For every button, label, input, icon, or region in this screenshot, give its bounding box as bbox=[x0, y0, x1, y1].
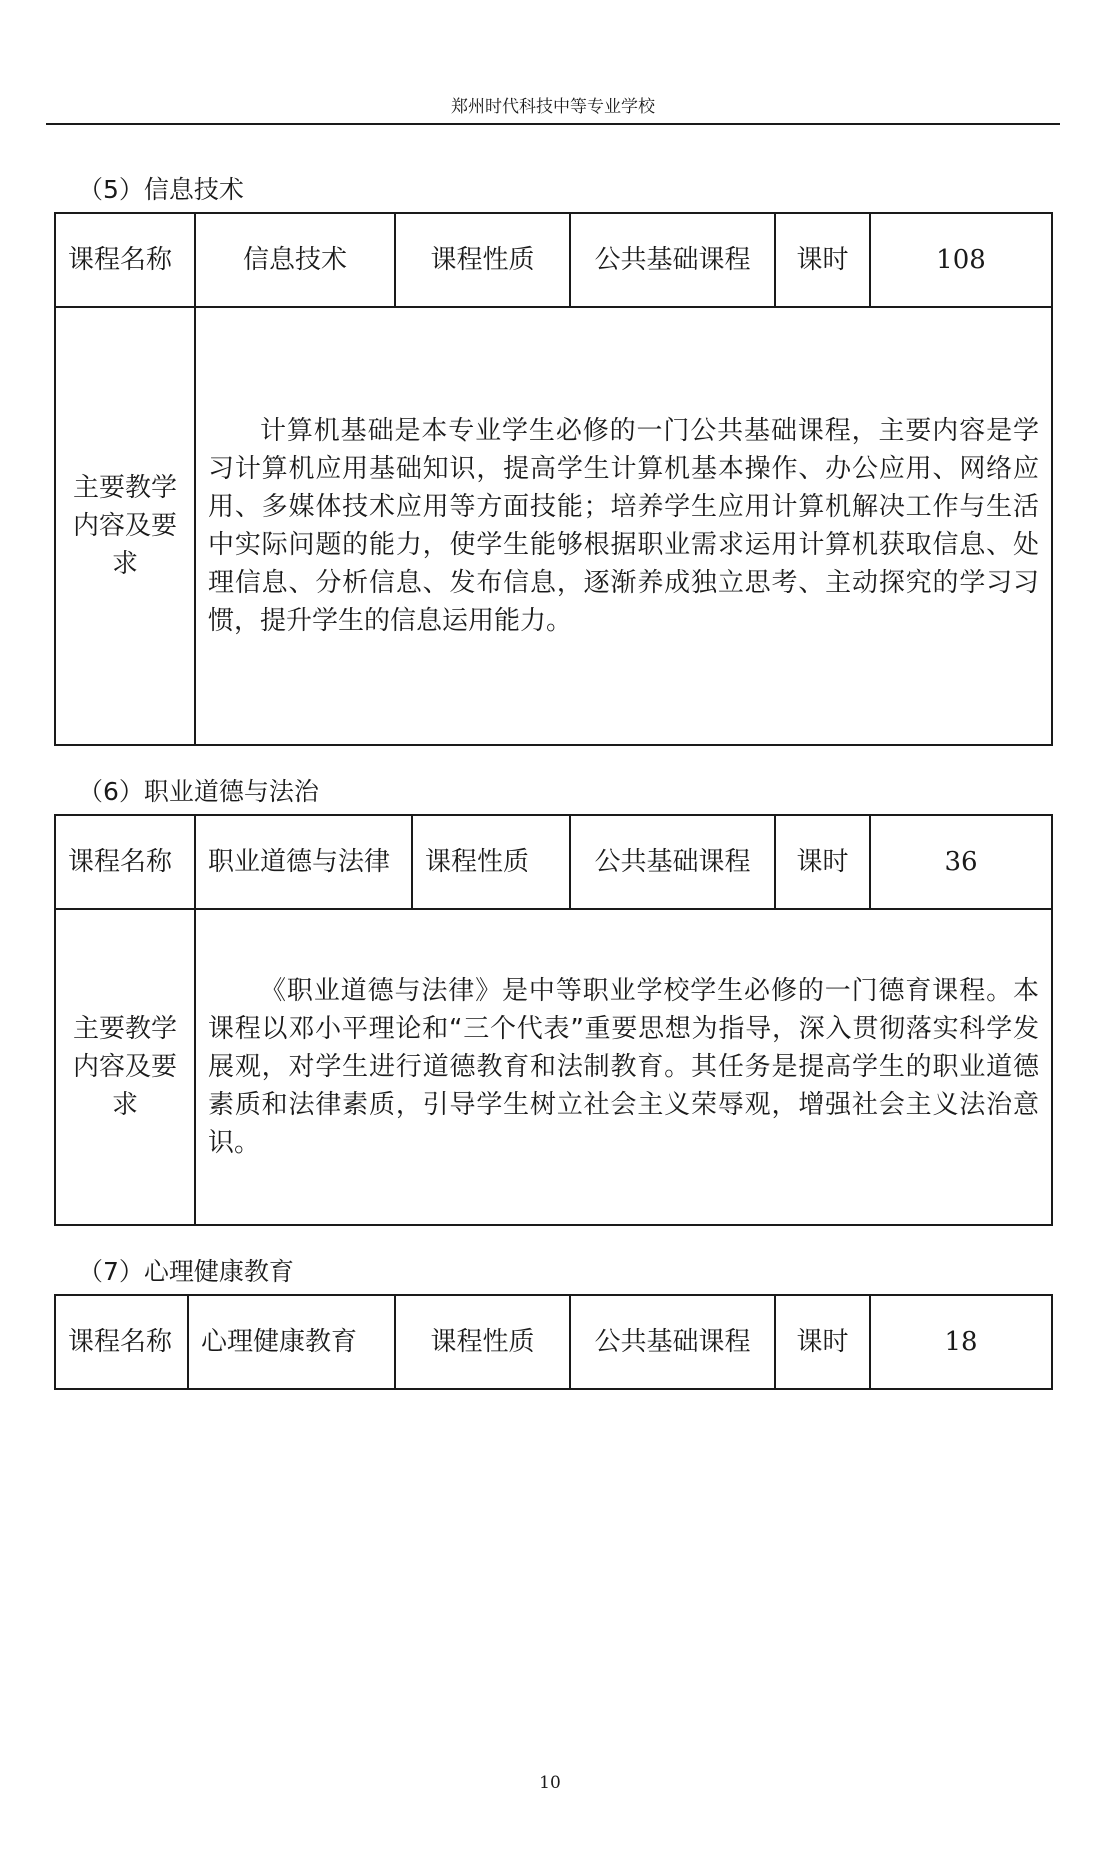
course-name-label: 课程名称 bbox=[55, 213, 195, 307]
course-table-info-tech bbox=[54, 212, 1053, 746]
section-title-mental-health: （7）心理健康教育 bbox=[78, 1257, 294, 1286]
course-nature-value: 公共基础课程 bbox=[570, 815, 775, 909]
course-hours-label: 课时 bbox=[775, 815, 870, 909]
course-hours-value: 36 bbox=[870, 815, 1052, 909]
header-divider bbox=[46, 123, 1060, 125]
course-name-value: 心理健康教育 bbox=[188, 1295, 395, 1389]
course-name-label: 课程名称 bbox=[55, 1295, 188, 1389]
course-name-label: 课程名称 bbox=[55, 815, 195, 909]
course-nature-value: 公共基础课程 bbox=[570, 1295, 775, 1389]
course-nature-value: 公共基础课程 bbox=[570, 213, 775, 307]
course-table-mental-health bbox=[54, 1294, 1053, 1390]
course-nature-label: 课程性质 bbox=[395, 213, 570, 307]
page-number: 10 bbox=[539, 1773, 561, 1793]
course-name-value: 职业道德与法律 bbox=[195, 815, 412, 909]
content-label: 主要教学内容及要求 bbox=[55, 307, 195, 745]
content-text: 计算机基础是本专业学生必修的一门公共基础课程，主要内容是学习计算机应用基础知识，提高学生计算机基本操作、办公应用、网络应用、多媒体技术应用等方面技能；培养学生应用计算机解决工作与生活中实际问题的能力，使学生能够根据职业需求运用计算机获取信息、处理信息、分析信息、发布信息，逐渐养成独立思考、主动探究的学习习惯，提升学生的信息运用能力。 bbox=[195, 307, 1052, 745]
content-text: 《职业道德与法律》是中等职业学校学生必修的一门德育课程。本课程以邓小平理论和“三个代表”重要思想为指导，深入贯彻落实科学发展观，对学生进行道德教育和法制教育。其任务是提高学生的职业道德素质和法律素质，引导学生树立社会主义荣辱观，增强社会主义法治意识。 bbox=[195, 909, 1052, 1225]
course-nature-label: 课程性质 bbox=[395, 1295, 570, 1389]
section-title-ethics-law: （6）职业道德与法治 bbox=[78, 777, 319, 806]
course-nature-label: 课程性质 bbox=[412, 815, 570, 909]
course-hours-label: 课时 bbox=[775, 213, 870, 307]
course-name-value: 信息技术 bbox=[195, 213, 395, 307]
course-hours-label: 课时 bbox=[775, 1295, 870, 1389]
section-title-info-tech: （5）信息技术 bbox=[78, 175, 244, 204]
course-hours-value: 18 bbox=[870, 1295, 1052, 1389]
document-header: 郑州时代科技中等专业学校 bbox=[451, 97, 655, 117]
content-label: 主要教学内容及要求 bbox=[55, 909, 195, 1225]
course-table-ethics-law bbox=[54, 814, 1053, 1226]
course-hours-value: 108 bbox=[870, 213, 1052, 307]
